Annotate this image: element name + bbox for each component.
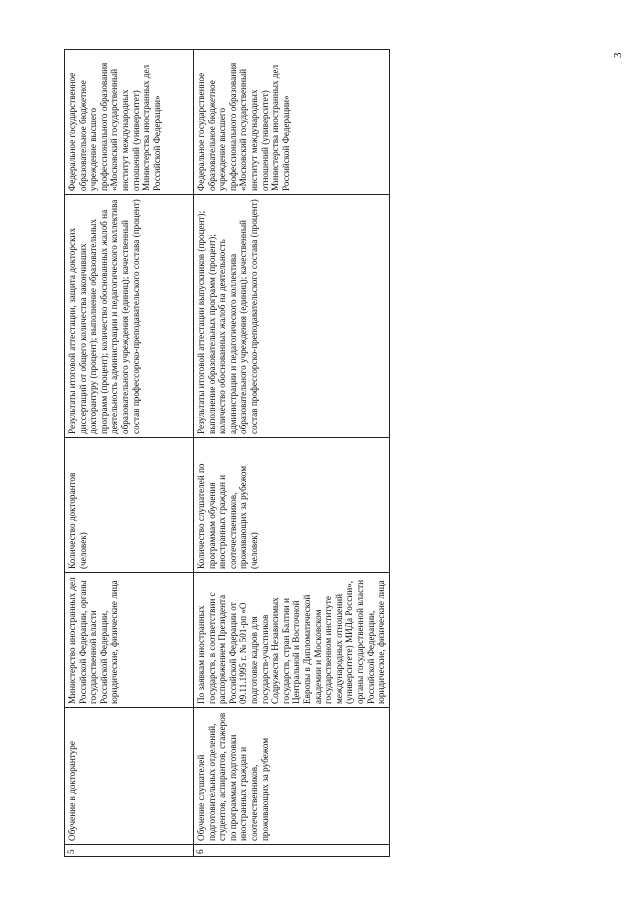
quality-indicators-cell <box>194 195 390 438</box>
table-row <box>65 50 194 857</box>
row-number: 5 <box>65 845 194 857</box>
volume-indicator-cell <box>65 438 194 573</box>
quality-indicators: Результаты итоговой аттестации, защита докторских диссертаций от общего количества закончивших докторантуру (процент); выполнение образовательных программ (процент); количество обоснованных жалоб на деятельность администрации и педагогического коллектива образовательного учреждения (единиц); качественный состав профессорско-преподавательского состава (процент) <box>67 199 141 434</box>
quality-indicators-cell <box>65 195 194 438</box>
page-number: 3 <box>612 52 624 58</box>
volume-indicator: Количество докторантов (человек) <box>67 472 88 569</box>
consumers-cell <box>194 573 390 708</box>
service-name-cell <box>65 708 194 845</box>
volume-indicator: Количество слушателей по программам обучения иностранных граждан и соотечественников, проживающих за рубежом (человек) <box>196 463 259 569</box>
consumers-text: По заявкам иностранных государств, в соответствии с распоряжением Президента Российской Федерации от 09.11.1995 г. № 501-рп «О подготовке кадров для государств-участников Содружества Независимых государств, стран Балтии и Центральной и Восточной Европы в Дипломатической академии и Московском государственном институте международных отношений (университете) МИДа России», органы государственной власти Российской Федерации, юридические, физические лица <box>196 579 387 704</box>
rotated-table-container <box>64 52 387 857</box>
consumers-cell <box>65 573 194 708</box>
service-name: Обучение в докторантуре <box>67 741 77 841</box>
institution-name: Федеральное государственное образовательное бюджетное учреждение высшего профессионального образования «Московский государственный институт международных отношений (университет) Министерства иностранных дел Российской Федерации» <box>67 62 162 191</box>
table-row <box>194 50 390 857</box>
service-name-cell <box>194 708 390 845</box>
consumers-text: Министерство иностранных дел Российской Федерации, органы государственной власти Российской Федерации, юридические, физические лица <box>67 577 120 704</box>
services-table <box>64 49 390 857</box>
row-number: 6 <box>194 845 390 857</box>
service-name: Обучение слушателей подготовительных отделений, студентов, аспирантов, стажеров по программам подготовки иностранных граждан и соотечественников, проживающих за рубежом <box>196 712 270 841</box>
volume-indicator-cell <box>194 438 390 573</box>
institution-name: Федеральное государственное образовательное бюджетное учреждение высшего профессионального образования «Московский государственный институт международных отношений (университет) Министерства иностранных дел Российской Федерации» <box>196 62 291 191</box>
quality-indicators: Результаты итоговой аттестации выпускников (процент); выполнение образовательных программ (процент); количество обоснованных жалоб на деятельность администрации и педагогического коллектива образовательного учреждения (единиц); качественный состав профессорско-преподавательского состава (процент) <box>196 199 259 434</box>
institution-cell <box>65 50 194 195</box>
institution-cell <box>194 50 390 195</box>
